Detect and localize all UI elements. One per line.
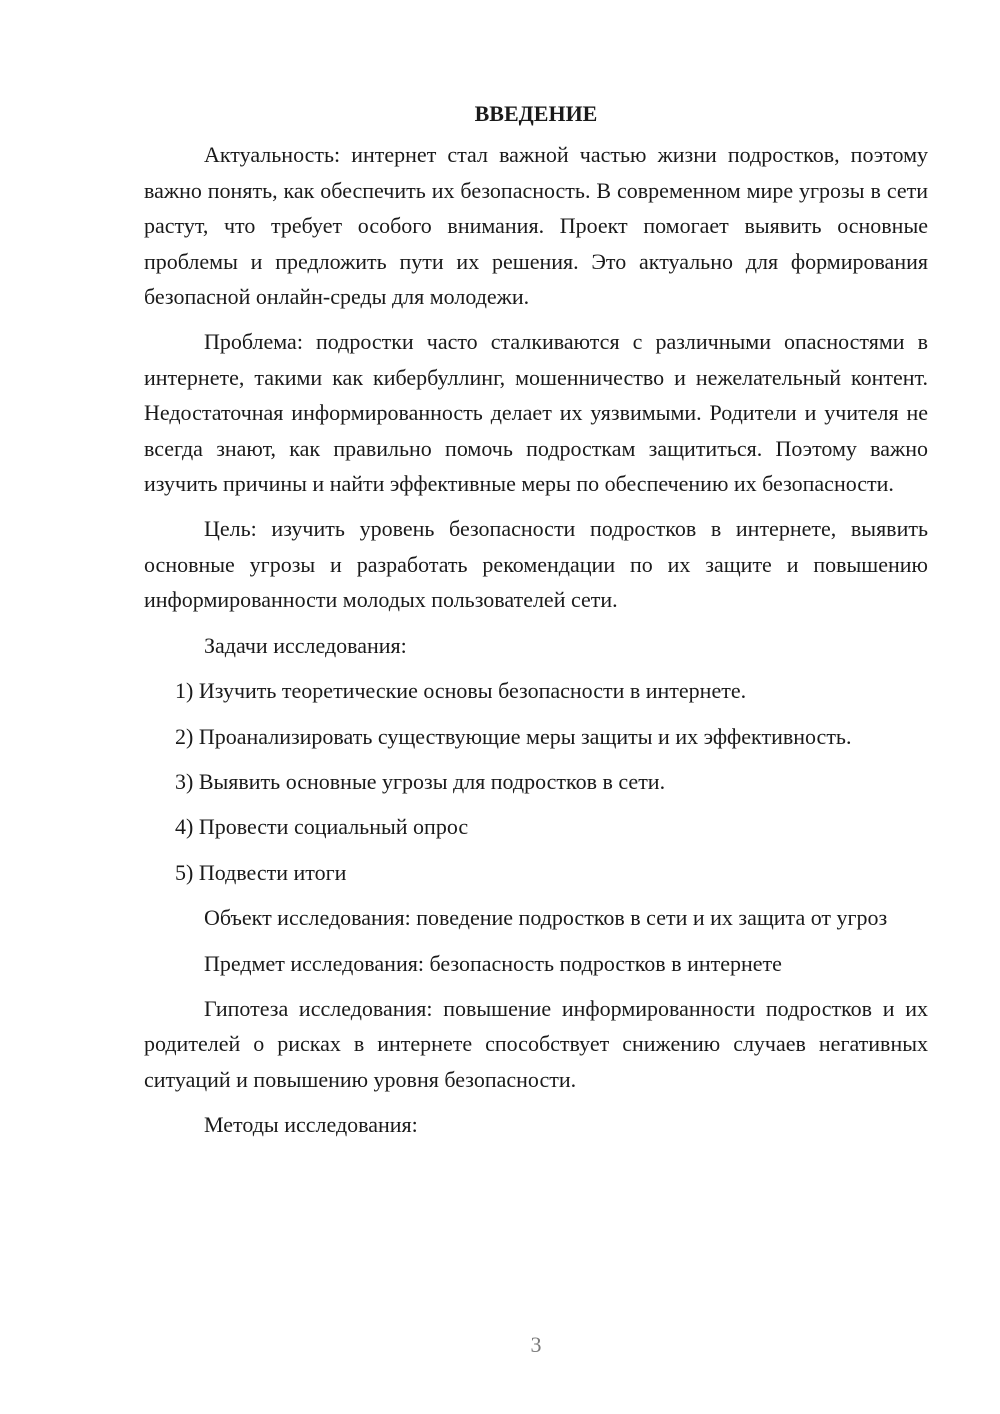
- page-number: 3: [530, 1332, 542, 1357]
- list-item: 3) Выявить основные угрозы для подростков в сети.: [175, 768, 666, 794]
- list-item: 4) Провести социальный опрос: [175, 814, 469, 840]
- methods-heading: Методы исследования:: [204, 1112, 418, 1138]
- tasks-heading: Задачи исследования:: [204, 632, 407, 658]
- page-content: [144, 96, 928, 1153]
- paragraph-object: Объект исследования: поведение подростков в сети и их защита от угроз: [204, 905, 888, 931]
- paragraph-relevance: Актуальность: интернет стал важной частью жизни подростков, поэтому важно понять, как обеспечить их безопасность. В современном мире угрозы в сети растут, что требует особого внимания. Проект помогает выявить основные проблемы и предложить пути их решения. Это актуально для формирования безопасной онлайн-среды для молодежи.: [144, 142, 928, 310]
- list-item: 1) Изучить теоретические основы безопасности в интернете.: [175, 678, 747, 704]
- list-item: 5) Подвести итоги: [175, 859, 347, 885]
- section-heading: ВВЕДЕНИЕ: [474, 101, 598, 126]
- paragraph-problem: Проблема: подростки часто сталкиваются с различными опасностями в интернете, такими как кибербуллинг, мошенничество и нежелательный контент. Недостаточная информированность делает их уязвимыми. Родители и учителя не всегда знают, как правильно помочь подросткам защититься. Поэтому важно изучить причины и найти эффективные меры по обеспечению их безопасности.: [144, 329, 928, 497]
- paragraph-hypothesis: Гипотеза исследования: повышение информированности подростков и их родителей о рисках в интернете способствует снижению случаев негативных ситуаций и повышению уровня безопасности.: [144, 995, 928, 1092]
- list-item: 2) Проанализировать существующие меры защиты и их эффективность.: [175, 723, 852, 749]
- paragraph-goal: Цель: изучить уровень безопасности подростков в интернете, выявить основные угрозы и разработать рекомендации по их защите и повышению информированности молодых пользователей сети.: [144, 516, 928, 613]
- paragraph-subject: Предмет исследования: безопасность подростков в интернете: [204, 950, 782, 976]
